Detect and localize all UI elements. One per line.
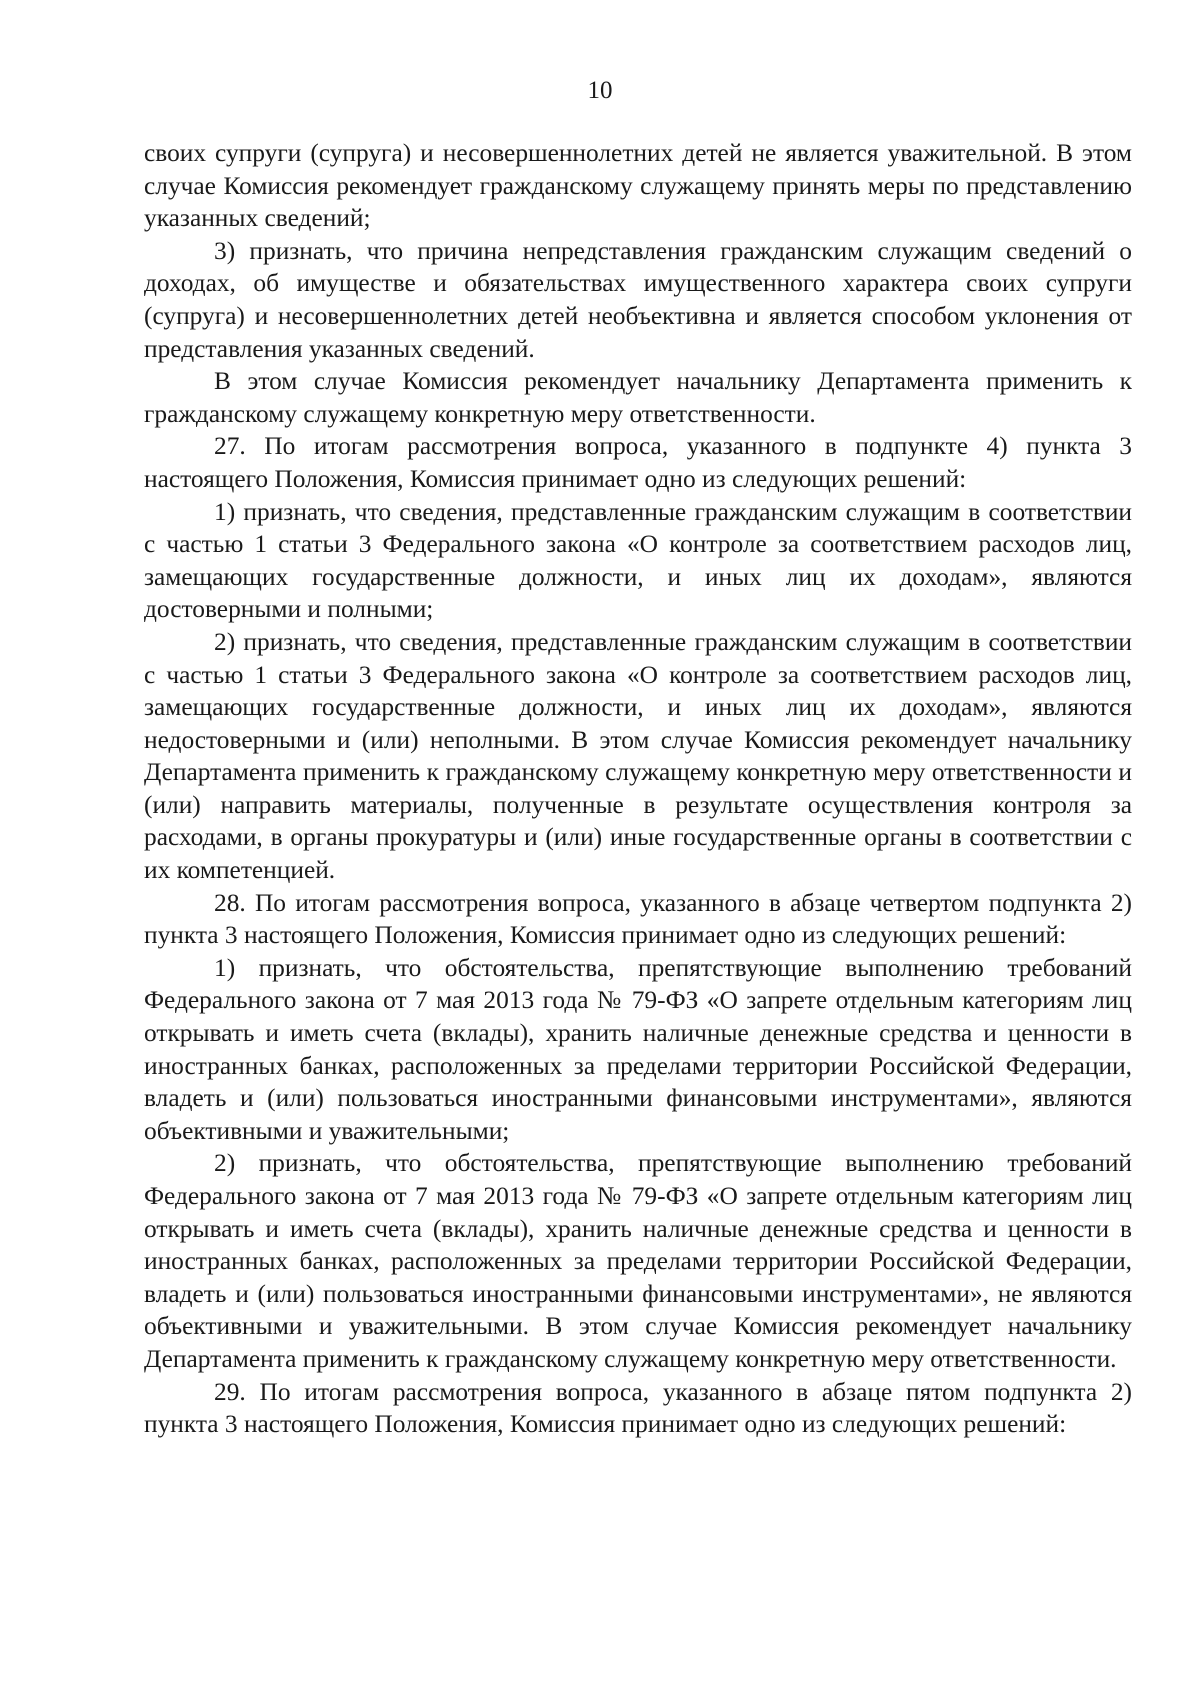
paragraph-27: 27. По итогам рассмотрения вопроса, указанного в подпункте 4) пункта 3 настоящего Положения, Комиссия принимает одно из следующих решений:: [144, 432, 1132, 493]
page-number: 10: [587, 77, 613, 104]
paragraph-28: 28. По итогам рассмотрения вопроса, указанного в абзаце четвертом подпункта 2) пункта 3 настоящего Положения, Комиссия принимает одно из следующих решений:: [144, 888, 1132, 950]
paragraph-28-item-1: 1) признать, что обстоятельства, препятствующие выполнению требований Федерального закона от 7 мая 2013 года № 79-ФЗ «О запрете отдельным категориям лиц открывать и иметь счета (вклады), хранить наличные денежные средства и ценности в иностранных банках, расположенных за пределами территории Российской Федерации, владеть и (или) пользоваться иностранными финансовыми инструментами», являются объективными и уважительными;: [144, 953, 1132, 1145]
paragraph-27-item-1: 1) признать, что сведения, представленные гражданским служащим в соответствии с частью 1 статьи 3 Федерального закона «О контроле за соответствием расходов лиц, замещающих государственные должности, и иных лиц их доходам», являются достоверными и полными;: [144, 497, 1132, 624]
paragraph-28-item-2: 2) признать, что обстоятельства, препятствующие выполнению требований Федерального закона от 7 мая 2013 года № 79-ФЗ «О запрете отдельным категориям лиц открывать и иметь счета (вклады), хранить наличные денежные средства и ценности в иностранных банках, расположенных за пределами территории Российской Федерации, владеть и (или) пользоваться иностранными финансовыми инструментами», не являются объективными и уважительными. В этом случае Комиссия рекомендует начальнику Департамента применить к гражданскому служащему конкретную меру ответственности.: [144, 1149, 1132, 1373]
paragraph-recommendation: В этом случае Комиссия рекомендует начальнику Департамента применить к гражданскому служащему конкретную меру ответственности.: [144, 367, 1132, 428]
paragraph-29: 29. По итогам рассмотрения вопроса, указанного в абзаце пятом подпункта 2) пункта 3 настоящего Положения, Комиссия принимает одно из следующих решений:: [144, 1377, 1132, 1439]
paragraph-27-item-2: 2) признать, что сведения, представленные гражданским служащим в соответствии с частью 1 статьи 3 Федерального закона «О контроле за соответствием расходов лиц, замещающих государственные должности, и иных лиц их доходам», являются недостоверными и (или) неполными. В этом случае Комиссия рекомендует начальнику Департамента применить к гражданскому служащему конкретную меру ответственности и (или) направить материалы, полученные в результате осуществления контроля за расходами, в органы прокуратуры и (или) иные государственные органы в соответствии с их компетенцией.: [144, 627, 1132, 885]
paragraph-continuation: своих супруги (супруга) и несовершеннолетних детей не является уважительной. В этом случае Комиссия рекомендует гражданскому служащему принять меры по представлению указанных сведений;: [144, 139, 1132, 233]
document-body: [144, 137, 1132, 1441]
paragraph-item-3: 3) признать, что причина непредставления гражданским служащим сведений о доходах, об имуществе и обязательствах имущественного характера своих супруги (супруга) и несовершеннолетних детей необъективна и является способом уклонения от представления указанных сведений.: [144, 236, 1132, 363]
